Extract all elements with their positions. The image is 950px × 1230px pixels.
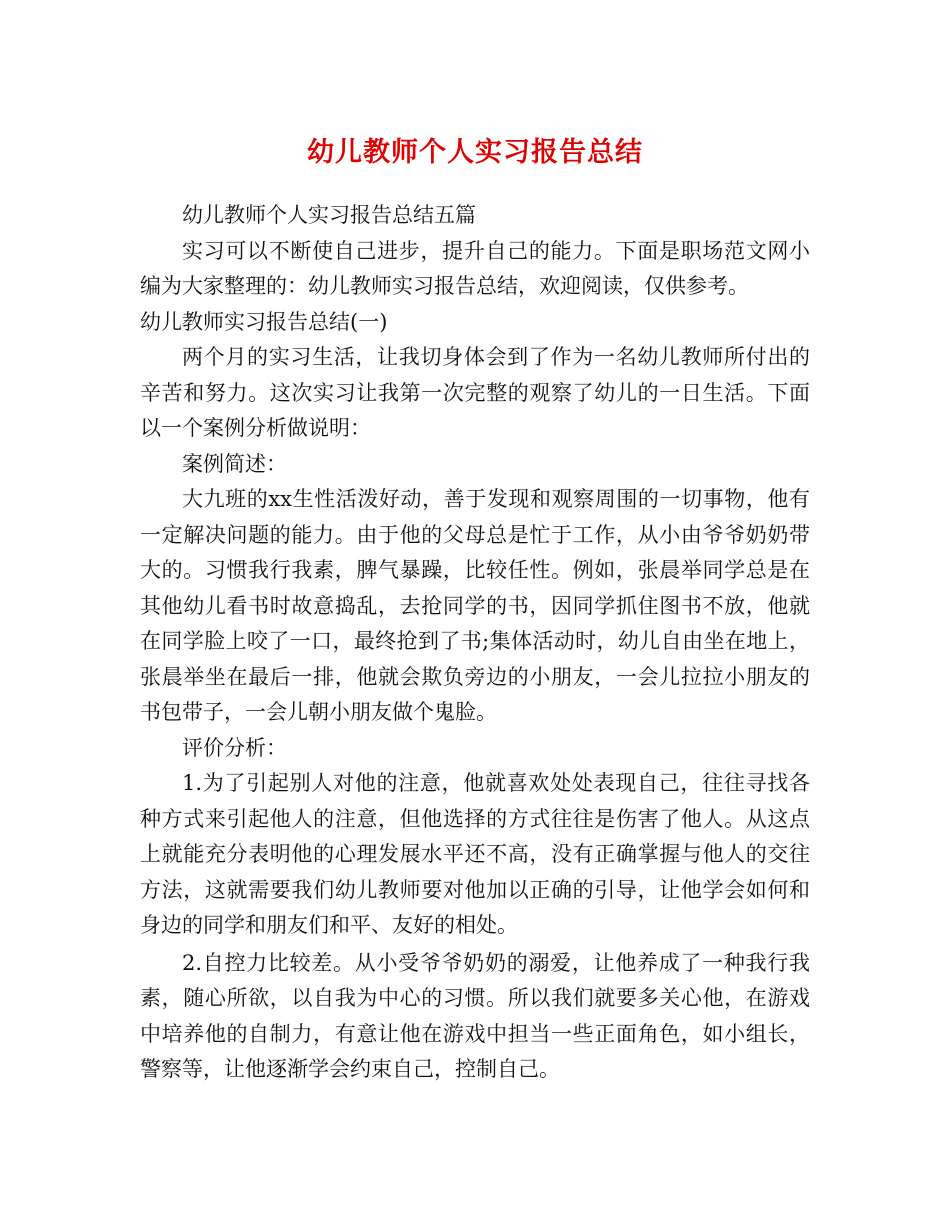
paragraph-experience: 两个月的实习生活，让我切身体会到了作为一名幼儿教师所付出的辛苦和努力。这次实习让我第一次完整的观察了幼儿的一日生活。下面以一个案例分析做说明： [140, 345, 810, 440]
document-body [140, 198, 810, 1088]
paragraph-analysis-heading: 评价分析： [182, 735, 287, 760]
paragraph-analysis-point-2: 2.自控力比较差。从小受爷爷奶奶的溺爱，让他养成了一种我行我素，随心所欲，以自我为中心的习惯。所以我们就要多关心他，在游戏中培养他的自制力，有意让他在游戏中担当一些正面角色，如小组长，警察等，让他逐渐学会约束自己，控制自己。 [140, 950, 810, 1081]
paragraph-analysis-point-1: 1.为了引起别人对他的注意，他就喜欢处处表现自己，往往寻找各种方式来引起他人的注意，但他选择的方式往往是伤害了他人。从这点上就能充分表明他的心理发展水平还不高，没有正确掌握与他人的交往方法，这就需要我们幼儿教师要对他加以正确的引导，让他学会如何和身边的同学和朋友们和平、友好的相处。 [140, 771, 810, 937]
document-title: 幼儿教师个人实习报告总结 [307, 137, 643, 168]
paragraph-section-heading: 幼儿教师实习报告总结(一) [140, 309, 388, 334]
paragraph-subtitle: 幼儿教师个人实习报告总结五篇 [182, 203, 476, 227]
paragraph-case-description: 大九班的xx生性活泼好动，善于发现和观察周围的一切事物，他有一定解决问题的能力。由于他的父母总是忙于工作，从小由爷爷奶奶带大的。习惯我行我素，脾气暴躁，比较任性。例如，张晨举同学总是在其他幼儿看书时故意捣乱，去抢同学的书，因同学抓住图书不放，他就在同学脸上咬了一口，最终抢到了书;集体活动时，幼儿自由坐在地上，张晨举坐在最后一排，他就会欺负旁边的小朋友，一会儿拉拉小朋友的书包带子，一会儿朝小朋友做个鬼脸。 [140, 487, 810, 724]
paragraph-case-heading: 案例简述： [182, 451, 287, 476]
paragraph-intro: 实习可以不断使自己进步，提升自己的能力。下面是职场范文网小编为大家整理的：幼儿教师实习报告总结，欢迎阅读，仅供参考。 [140, 238, 810, 298]
